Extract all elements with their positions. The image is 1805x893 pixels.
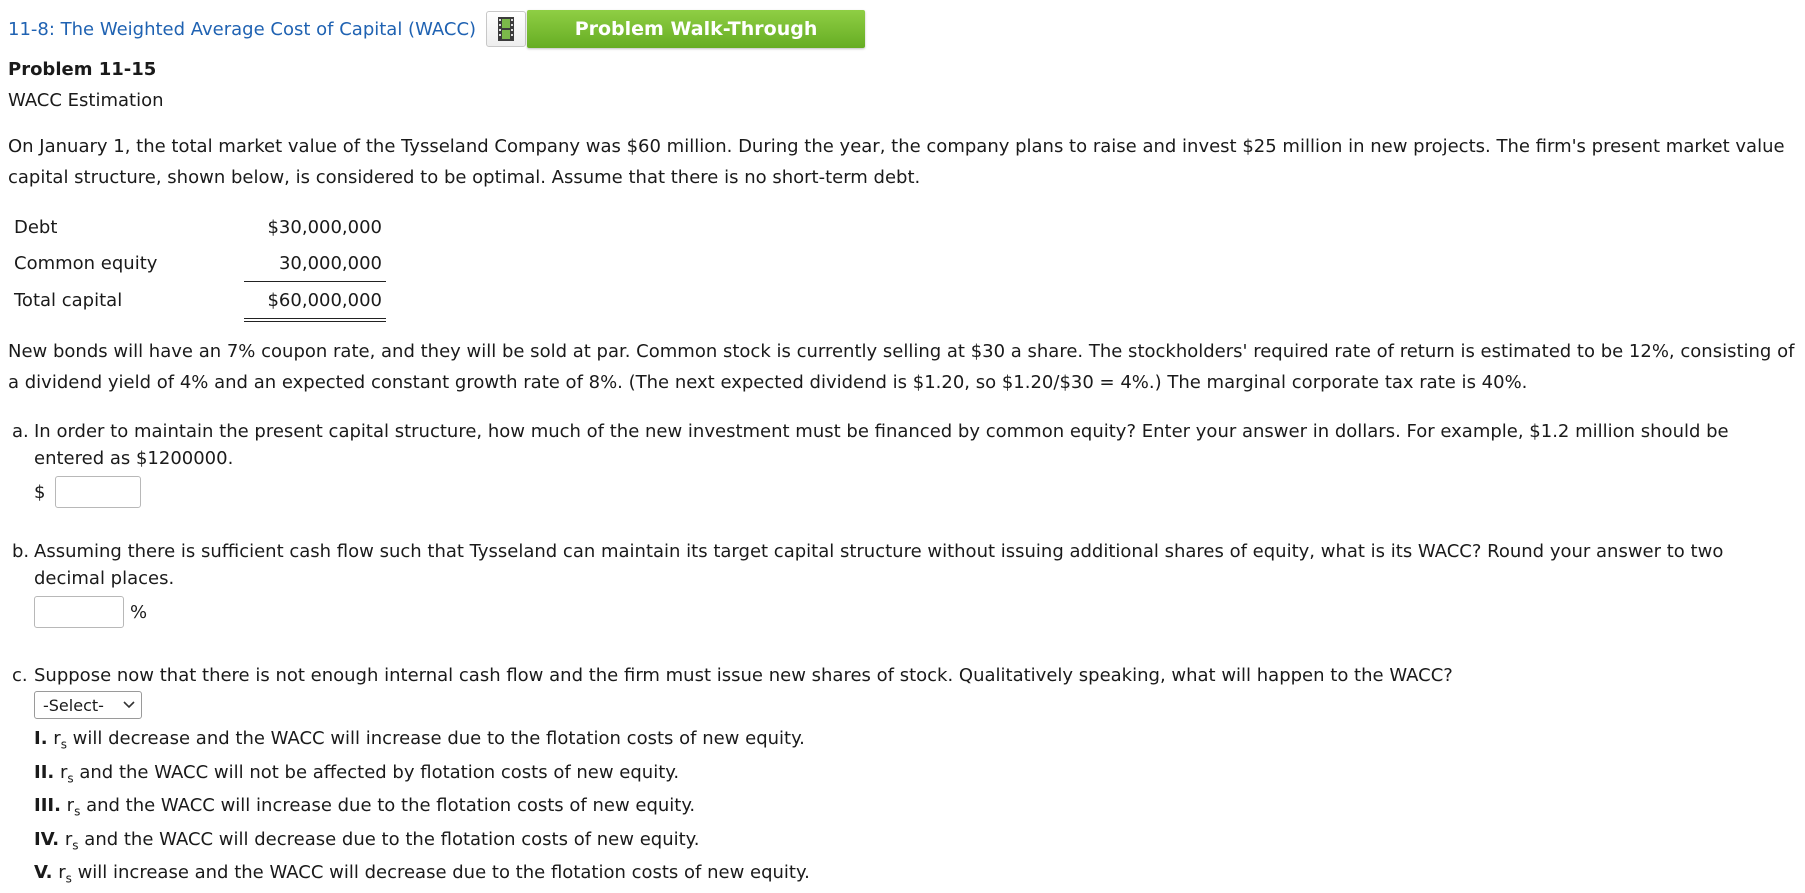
- option-number: IV.: [34, 828, 60, 850]
- section-link[interactable]: 11-8: The Weighted Average Cost of Capital (WACC): [8, 18, 477, 40]
- currency-prefix: $: [34, 481, 46, 503]
- table-row: [10, 282, 386, 321]
- option-symbol: r: [59, 761, 68, 783]
- row-label: Debt: [14, 216, 58, 238]
- problem-intro: On January 1, the total market value of the Tysseland Company was $60 million. During the year, the company plans to raise and invest $25 million in new projects. The firm's present market value capital structure, shown below, is considered to be optimal. Assume that there is no short-term debt.: [8, 136, 1785, 188]
- option-text: and the WACC will increase due to the flotation costs of new equity.: [80, 795, 696, 817]
- option-symbol: r: [53, 728, 61, 749]
- problem-title: WACC Estimation: [8, 90, 164, 111]
- row-value: $60,000,000: [244, 282, 386, 321]
- equity-amount-input[interactable]: [55, 476, 141, 508]
- row-label: Common equity: [14, 252, 158, 274]
- option-symbol: r: [64, 828, 73, 850]
- chevron-down-icon: [123, 701, 135, 709]
- percent-suffix: %: [130, 601, 148, 623]
- question-text: Assuming there is sufficient cash flow such that Tysseland can maintain its target capital structure without issuing additional shares of equity, what is its WACC? Round your answer to two decimal places.: [34, 541, 1724, 589]
- row-value: 30,000,000: [244, 245, 386, 282]
- option-list: [34, 725, 1797, 893]
- option-subscript: s: [60, 737, 67, 752]
- option-subscript: s: [65, 871, 72, 886]
- question-text: Suppose now that there is not enough internal cash flow and the firm must issue new shares of stock. Qualitatively speaking, what will happen to the WACC?: [34, 665, 1453, 686]
- question-text: In order to maintain the present capital structure, how much of the new investment must be financed by common equity? Enter your answer in dollars. For example, $1.2 million should be entered as $1200000.: [34, 421, 1729, 469]
- table-row: [10, 209, 386, 245]
- option-text: will increase and the WACC will decrease due to the flotation costs of new equity.: [71, 862, 810, 884]
- question-letter: a.: [12, 421, 29, 442]
- option-subscript: s: [72, 838, 79, 853]
- option-number: I.: [34, 728, 48, 749]
- option-item: [34, 759, 1797, 793]
- header-row: [8, 9, 1797, 49]
- row-value: $30,000,000: [267, 216, 382, 238]
- option-symbol: r: [66, 795, 75, 817]
- option-text: and the WACC will decrease due to the flotation costs of new equity.: [78, 828, 700, 850]
- table-row: [10, 245, 386, 282]
- answer-row: [34, 596, 1797, 628]
- question-b: [8, 538, 1797, 628]
- video-button[interactable]: [486, 11, 526, 47]
- answer-row: [34, 476, 1797, 508]
- option-text: will decrease and the WACC will increase due to the flotation costs of new equity.: [66, 728, 805, 749]
- option-item: [34, 725, 1797, 759]
- option-symbol: r: [58, 862, 66, 884]
- option-subscript: s: [67, 771, 74, 786]
- option-subscript: s: [74, 804, 81, 819]
- answer-select[interactable]: [34, 691, 142, 719]
- question-a: [8, 418, 1797, 508]
- option-number: V.: [34, 862, 53, 884]
- problem-details: New bonds will have an 7% coupon rate, and they will be sold at par. Common stock is currently selling at $30 a share. The stockholders' required rate of return is estimated to be 12%, consisting of a dividend yield of 4% and an expected constant growth rate of 8%. (The next expected dividend is $1.20, so $1.20/$30 = 4%.) The marginal corporate tax rate is 40%.: [8, 341, 1795, 393]
- option-item: [34, 859, 1797, 893]
- problem-number: Problem 11-15: [8, 59, 157, 80]
- wacc-input[interactable]: [34, 596, 124, 628]
- option-item: [34, 826, 1797, 860]
- select-value: -Select-: [43, 695, 104, 715]
- problem-page: [0, 9, 1805, 886]
- capital-structure-table: [10, 209, 386, 322]
- option-number: III.: [34, 795, 61, 817]
- option-number: II.: [34, 761, 55, 783]
- problem-walkthrough-button[interactable]: Problem Walk-Through: [527, 10, 865, 48]
- question-c: [8, 662, 1797, 893]
- row-label: Total capital: [14, 290, 123, 312]
- film-strip-icon: [498, 17, 514, 41]
- option-item: [34, 792, 1797, 826]
- question-letter: c.: [12, 665, 28, 686]
- question-letter: b.: [12, 541, 30, 562]
- option-text: and the WACC will not be affected by flotation costs of new equity.: [73, 761, 680, 783]
